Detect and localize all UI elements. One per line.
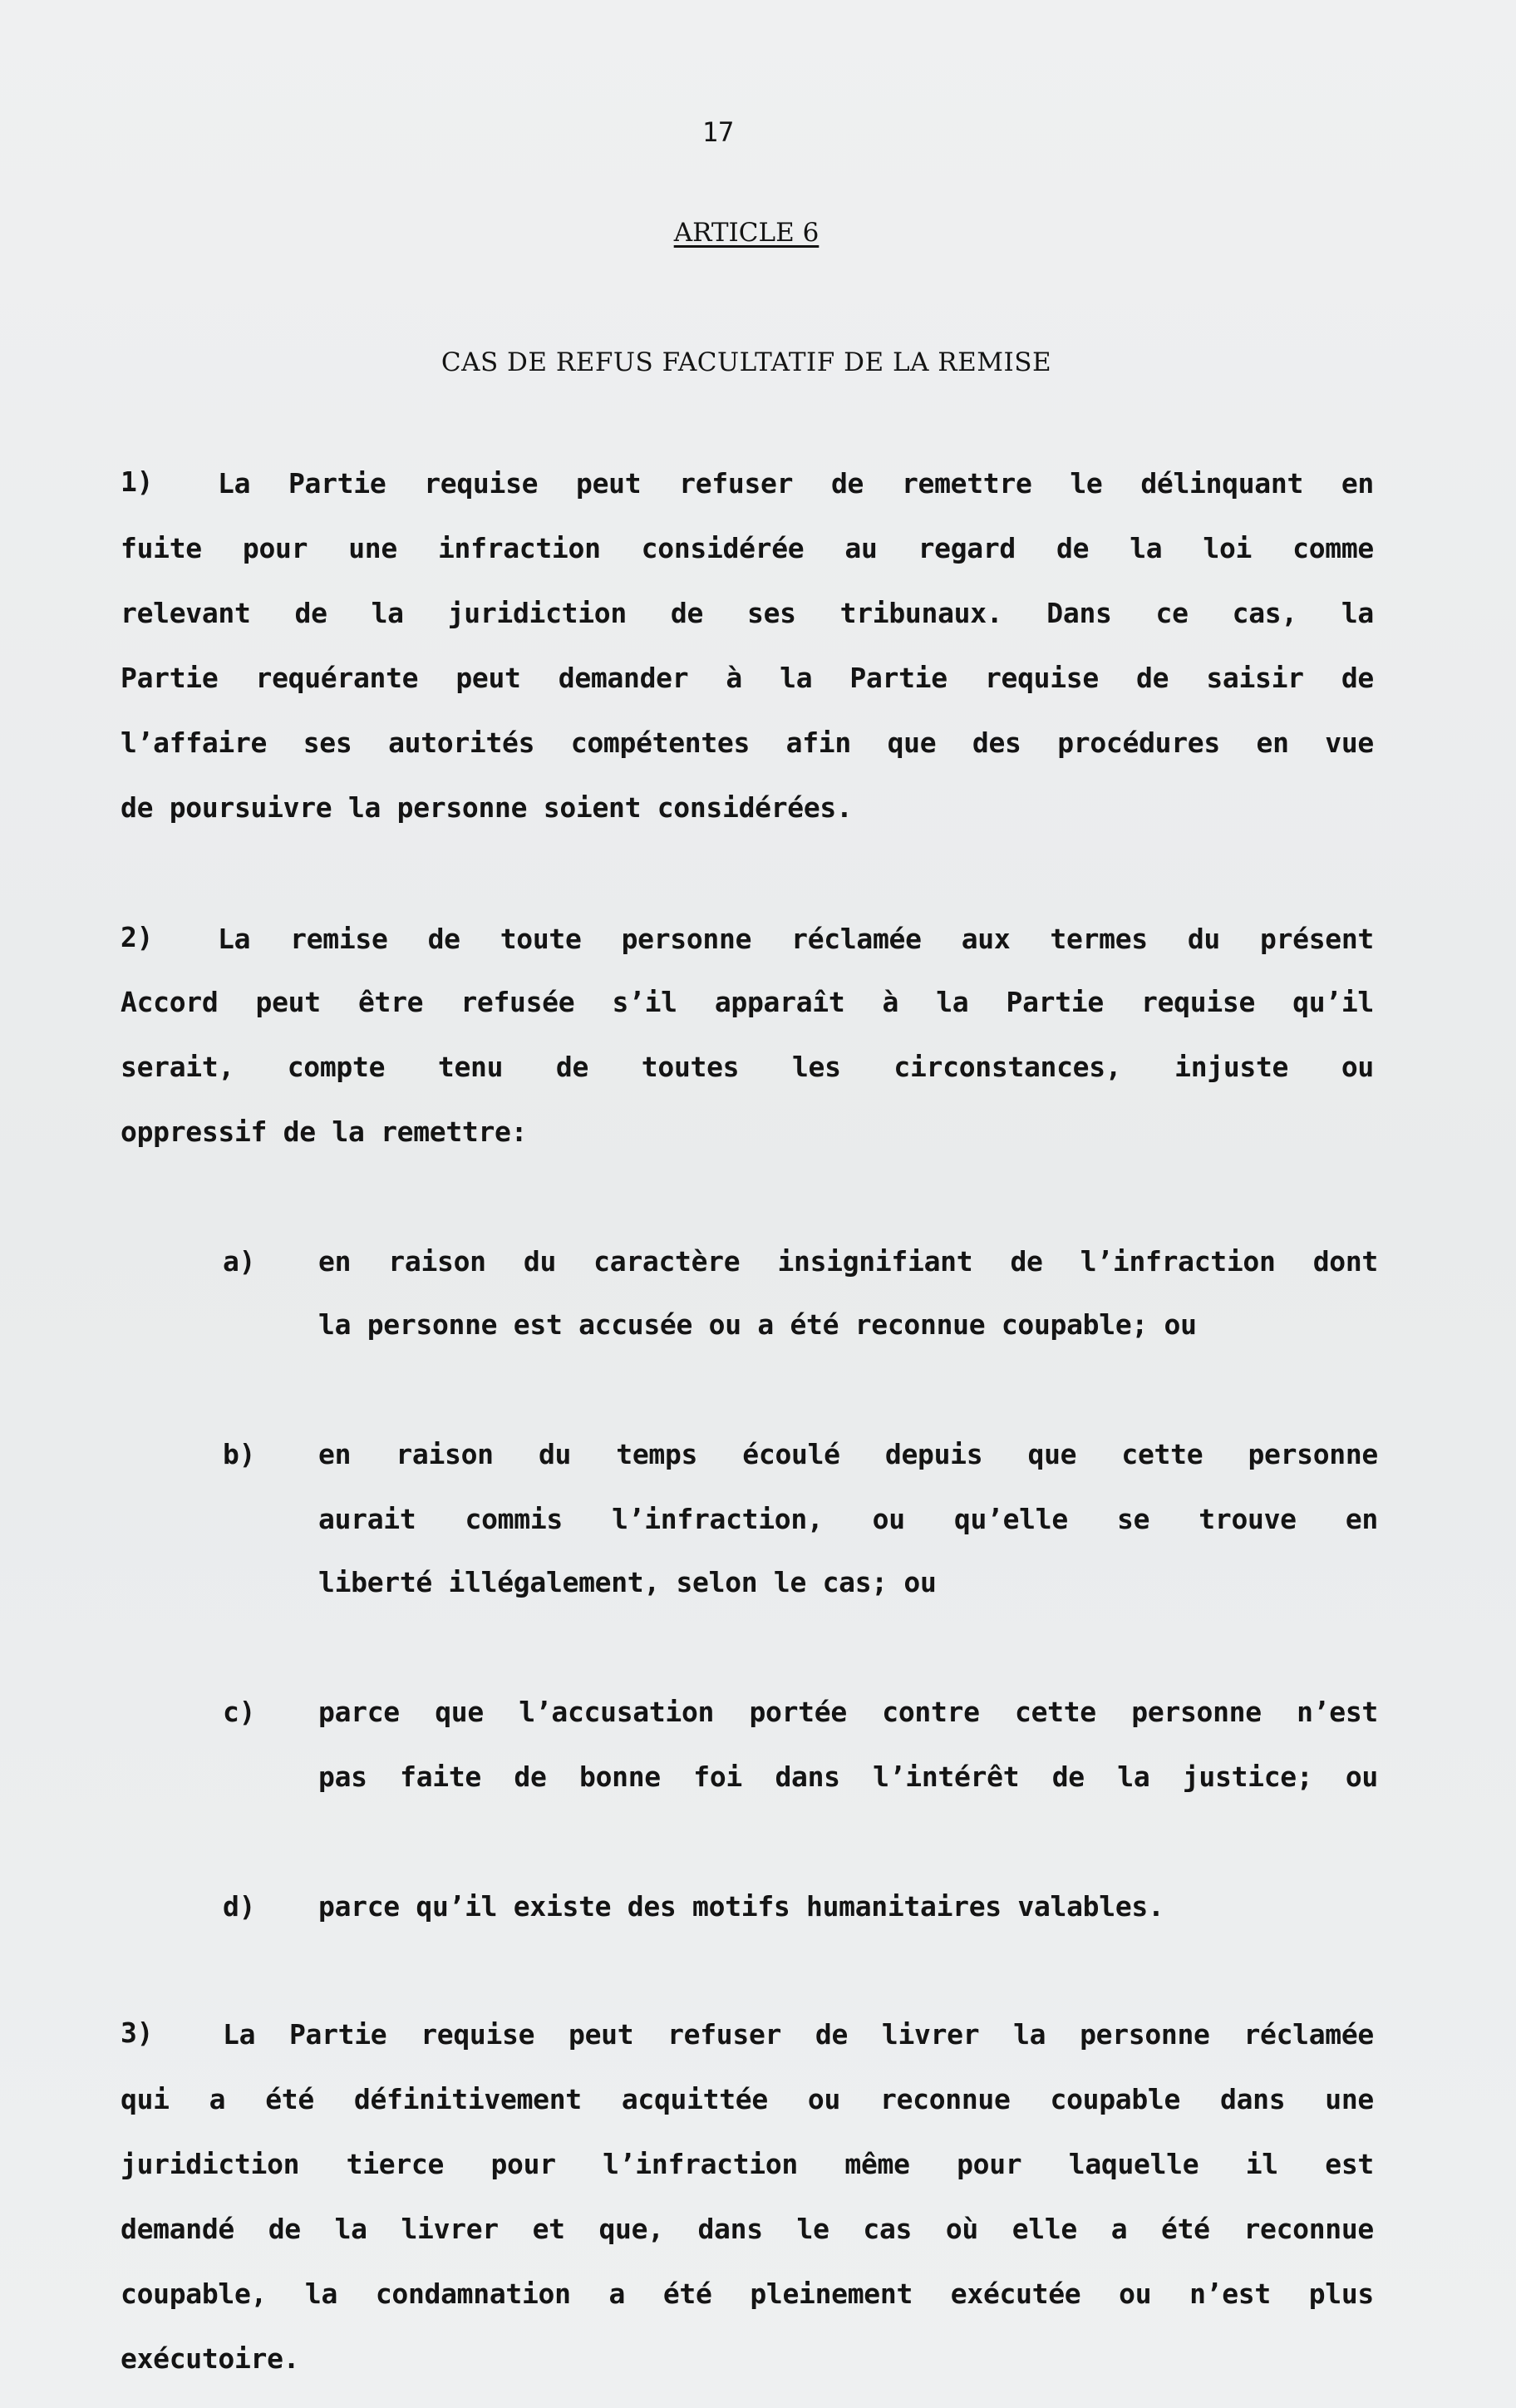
section-2-line: serait, compte tenu de toutes les circonstances, injuste ou	[121, 1051, 1374, 1083]
section-1-line: de poursuivre la personne soient considérées.	[121, 791, 853, 824]
section-2-line: La remise de toute personne réclamée aux termes du présent	[218, 923, 1374, 955]
item-a-label: a)	[223, 1245, 256, 1278]
item-c-line: pas faite de bonne foi dans l’intérêt de la justice; ou	[318, 1760, 1378, 1793]
section-1-line: relevant de la juridiction de ses tribunaux. Dans ce cas, la	[121, 597, 1374, 629]
section-2-number: 2)	[121, 921, 154, 953]
item-a-line: en raison du caractère insignifiant de l’infraction dont	[318, 1245, 1378, 1278]
item-d-label: d)	[223, 1890, 256, 1923]
section-1-line: Partie requérante peut demander à la Partie requise de saisir de	[121, 662, 1374, 694]
item-d-line: parce qu’il existe des motifs humanitaires valables.	[318, 1890, 1164, 1923]
item-b-label: b)	[223, 1438, 256, 1470]
article-subheading: CAS DE REFUS FACULTATIF DE LA REMISE	[441, 347, 1052, 377]
item-c-label: c)	[223, 1696, 256, 1728]
section-1-line: fuite pour une infraction considérée au regard de la loi comme	[121, 532, 1374, 564]
section-3-line: demandé de la livrer et que, dans le cas où elle a été reconnue	[121, 2213, 1374, 2245]
section-2-line: Accord peut être refusée s’il apparaît à la Partie requise qu’il	[121, 986, 1374, 1018]
item-a-line: la personne est accusée ou a été reconnue coupable; ou	[318, 1308, 1197, 1341]
item-b-line: liberté illégalement, selon le cas; ou	[318, 1566, 937, 1598]
item-b-line: en raison du temps écoulé depuis que cette personne	[318, 1438, 1378, 1470]
section-3-line: juridiction tierce pour l’infraction même pour laquelle il est	[121, 2148, 1374, 2180]
section-1-line: La Partie requise peut refuser de remettre le délinquant en	[218, 467, 1374, 500]
section-3-line: qui a été définitivement acquittée ou reconnue coupable dans une	[121, 2083, 1374, 2115]
page-number: 17	[701, 116, 735, 148]
item-b-line: aurait commis l’infraction, ou qu’elle se trouve en	[318, 1503, 1378, 1535]
section-1-number: 1)	[121, 465, 154, 498]
section-3-line: La Partie requise peut refuser de livrer la personne réclamée	[223, 2018, 1374, 2051]
section-2-line: oppressif de la remettre:	[121, 1115, 528, 1148]
section-3-line: exécutoire.	[121, 2342, 300, 2375]
section-3-line: coupable, la condamnation a été pleinement exécutée ou n’est plus	[121, 2278, 1374, 2310]
item-c-line: parce que l’accusation portée contre cette personne n’est	[318, 1696, 1378, 1728]
section-1-line: l’affaire ses autorités compétentes afin que des procédures en vue	[121, 726, 1374, 759]
article-heading: ARTICLE 6	[673, 218, 820, 248]
section-3-number: 3)	[121, 2017, 154, 2049]
